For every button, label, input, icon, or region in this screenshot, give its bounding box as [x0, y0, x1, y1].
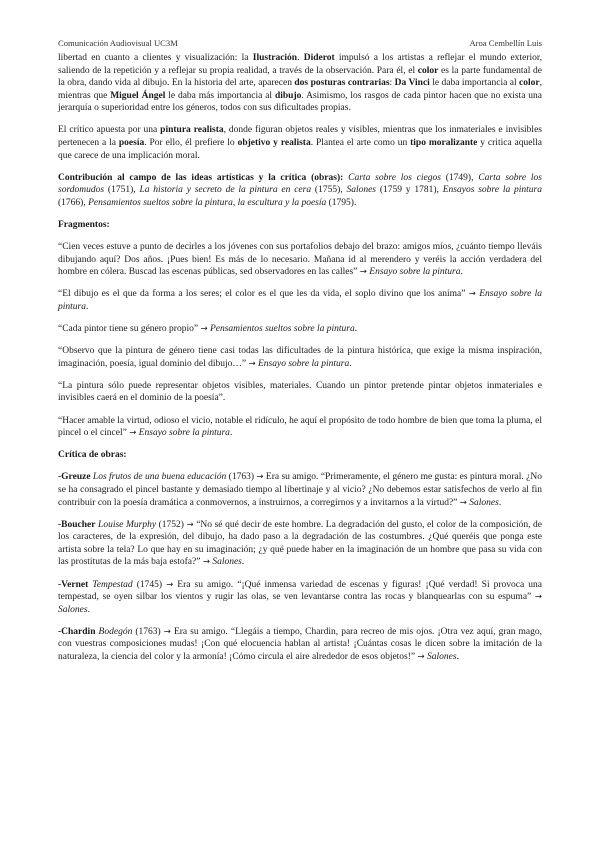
arrow-icon: →: [468, 289, 476, 300]
text-run: .: [460, 267, 463, 278]
header-course: Comunicación Audiovisual UC3M: [58, 38, 178, 48]
arrow-icon: →: [248, 358, 256, 369]
bold-text: dibujo: [274, 90, 302, 101]
italic-title: Salones: [212, 557, 242, 568]
text-run: (1763): [226, 472, 257, 483]
critique-entry: [58, 579, 542, 617]
text-run: .: [229, 428, 233, 439]
bold-text: color: [519, 78, 540, 89]
arrow-icon: →: [417, 651, 425, 662]
arrow-icon: →: [163, 626, 171, 637]
italic-title: Salones: [346, 185, 376, 196]
italic-title: Carta sobre los ciegos: [348, 172, 441, 183]
document-body: [58, 52, 542, 673]
critique-list: [58, 471, 542, 663]
text-run: Era su amigo. “Primeramente, el género me gusta: es pintura moral. ¿No se ha consagrado el pincel bastante y demasiado tiempo al libertinaje y al vicio? ¿No debemos estar satisfechos de verlo al fin contribuir con la poesía dramática a conmovernos, a instruirnos, a corregirnos y a invitarnos a la virtud?”: [58, 472, 542, 508]
italic-title: Ensayo sobre la pintura: [369, 267, 461, 278]
italic-title: Salones: [469, 497, 499, 508]
fragment-quote: [58, 323, 542, 336]
fragment-quote: [58, 241, 542, 279]
page-header: [58, 38, 542, 50]
text-run: (1752): [156, 519, 187, 530]
text-run: (1745): [132, 579, 167, 590]
text-run: y critica aquella que carece de una implicación moral.: [58, 138, 542, 161]
text-run: :: [389, 78, 395, 89]
text-run: (1755),: [311, 185, 347, 196]
text-run: “El dibujo es el que da forma a los seres; el color es el que les da vida, el soplo divino que los anima”: [58, 289, 469, 300]
critique-entry: [58, 519, 542, 569]
intro-paragraph-2: [58, 124, 542, 162]
text-run: Era su amigo. “Llegáis a tiempo, Chardin, para recreo de mis ojos. ¡Otra vez aquí, gran mago, con vuestras composiciones mudas! ¡Con qué elocuencia hablan al artista! ¡Cuántas cosas le dicen sobre la imitación de la naturaleza, la ciencia del color y la armonía! ¡Cómo circula el aire alrededor de esos objetos!”: [58, 626, 543, 662]
text-run: Era su amigo. “¡Qué inmensa variedad de escenas y figuras! ¡Qué verdad! Si provoca una tempestad, se oyen silbar los vientos y rugir las olas, se ven levantarse contra las rocas y blanquearlas con su espuma”: [58, 579, 543, 603]
italic-title: Pensamientos sueltos sobre la pintura: [209, 324, 355, 335]
italic-title: Ensayo sobre la pintura: [138, 428, 230, 439]
arrow-icon: →: [359, 267, 367, 278]
fragments-list: [58, 241, 542, 440]
bold-text: objetivo y realista: [237, 138, 311, 149]
bold-text: color: [417, 65, 439, 76]
arrow-icon: →: [186, 519, 194, 530]
italic-title: La historia y secreto de la pintura en cera: [139, 185, 312, 196]
arrow-icon: →: [200, 324, 208, 335]
text-run: .: [349, 358, 352, 369]
italic-title: Ensayo sobre la pintura: [258, 358, 350, 369]
italic-title: Salones: [58, 604, 88, 615]
intro-paragraph-1: [58, 52, 542, 115]
text-run: .: [498, 497, 502, 508]
arrow-icon: →: [256, 472, 264, 483]
bold-text: Ilustración: [252, 53, 298, 63]
text-run: “Cada pintor tiene su género propio”: [58, 324, 201, 335]
text-run: “Hacer amable la virtud, odioso el vicio, notable el ridículo, he aquí el propósito de todo hombre de bien que toma la pluma, el pincel o el cincel”: [58, 415, 542, 439]
text-run: (1763): [132, 626, 164, 637]
bold-text: -Greuze: [58, 472, 91, 483]
header-author: Aroa Cembellín Luis: [469, 38, 542, 48]
text-run: es la parte fundamental de la obra, dando vida al dibujo. En la historia del arte, aparecen: [58, 65, 542, 89]
arrow-icon: →: [166, 579, 174, 590]
text-run: (1766),: [58, 197, 89, 208]
italic-title: Los frutos de una buena educación: [92, 472, 227, 483]
text-run: le daba importancia al: [429, 78, 520, 89]
text-run: “Cien veces estuve a punto de decirles a los jóvenes con sus portafolios debajo del brazo: amigos míos, ¿cuánto tiempo lleváis dibujando aquí? Dos años. ¡Pues bien! Es más de lo necesario. Mañana id al merendero y veréis la acción verdadera del hombre en cólera. Buscad las escenas públicas, sed observadores en las calles”: [58, 242, 542, 278]
italic-title: Salones: [427, 651, 457, 662]
text-run: . Plantea el arte como un: [310, 138, 411, 149]
text-run: .: [297, 53, 304, 63]
text-run: .: [354, 324, 358, 335]
italic-title: Carta sobre los sordomudos: [58, 172, 542, 196]
text-run: El crítico apuesta por una: [58, 125, 161, 136]
text-run: “Observo que la pintura de género tiene casi todas las dificultades de la pintura histórica, que exige la misma inspiración, imaginación, poesía, igual dominio del dibujo…”: [58, 346, 542, 369]
italic-title: Ensayo sobre la pintura: [58, 289, 542, 312]
critique-entry: [58, 471, 542, 509]
text-run: (1759 y 1781),: [376, 185, 443, 196]
bold-text: pintura realista: [160, 125, 224, 136]
text-run: . Asimismo, los rasgos de cada pintor hacen que no exista una jerarquía o superioridad entre los géneros, todos con sus dificultades propias.: [58, 90, 543, 114]
text-run: “La pintura sólo puede representar objetos visibles, materiales. Cuando un pintor pretende pintar objetos inmateriales e invisibles caerá en el dominio de la poesía”.: [58, 380, 542, 404]
text-run: .: [241, 557, 245, 568]
italic-title: Bodegón: [98, 626, 133, 637]
italic-title: Ensayos sobre la pintura: [442, 185, 542, 196]
arrow-icon: →: [202, 557, 210, 568]
bold-text: Diderot: [303, 53, 335, 63]
italic-title: Pensamientos sueltos sobre la pintura, la escultura y la poesía: [88, 197, 327, 208]
text-run: .: [87, 604, 90, 615]
bold-text: -Chardin: [58, 626, 96, 637]
text-run: , donde figuran objetos reales y visibles, mientras que los inmateriales e invisibles pertenecen a la: [58, 125, 542, 149]
text-run: le daba más importancia al: [165, 90, 275, 101]
bold-text: dos posturas contrarias: [294, 78, 390, 89]
fragment-quote: [58, 415, 542, 440]
text-run: , mientras que: [58, 78, 542, 101]
bold-text: tipo moralizante: [410, 138, 478, 149]
bold-text: Da Vinci: [394, 78, 430, 89]
arrow-icon: →: [459, 497, 467, 508]
bold-text: -Boucher: [58, 519, 96, 530]
bold-text: Contribución al campo de las ideas artísticas y la crítica (obras):: [58, 172, 344, 183]
arrow-icon: →: [129, 428, 137, 439]
text-run: “No sé qué decir de este hombre. La degradación del gusto, el color de la composición, de los caracteres, de la expresión, del dibujo, ha dado paso a la degradación de las costumbres. ¿Qué queréis que ponga este artista sobre la tela? Lo que hay en su imaginación; ¿y qué puede haber en la imaginación de un hombre que pasa su vida con las prostitutas de la más baja estofa?”: [58, 519, 542, 568]
text-run: .: [456, 651, 459, 662]
critique-entry: [58, 626, 542, 664]
italic-title: Tempestad: [92, 579, 133, 590]
critique-heading: Crítica de obras:: [58, 450, 127, 461]
bold-text: Miguel Ángel: [110, 90, 166, 101]
fragment-quote: [58, 345, 542, 370]
works-paragraph: [58, 172, 542, 210]
fragment-quote: [58, 380, 542, 405]
text-run: libertad en cuanto a clientes y visualización: la: [58, 53, 253, 63]
arrow-icon: →: [534, 592, 542, 603]
text-run: .: [85, 302, 89, 312]
bold-text: poesía: [118, 138, 145, 149]
text-run: (1749),: [440, 172, 479, 183]
fragment-quote: [58, 288, 542, 313]
fragments-heading: Fragmentos:: [58, 220, 110, 231]
text-run: impulsó a los artistas a reflejar el mundo exterior, saliendo de la repetición y a reflejar su propia realidad, a través de la observación. Para él, el: [58, 53, 542, 76]
text-run: (1751),: [104, 185, 140, 196]
text-run: (1795).: [326, 197, 357, 208]
text-run: . Por ello, él prefiere lo: [144, 138, 238, 149]
bold-text: -Vernet: [58, 579, 89, 590]
italic-title: Louise Murphy: [98, 519, 157, 530]
